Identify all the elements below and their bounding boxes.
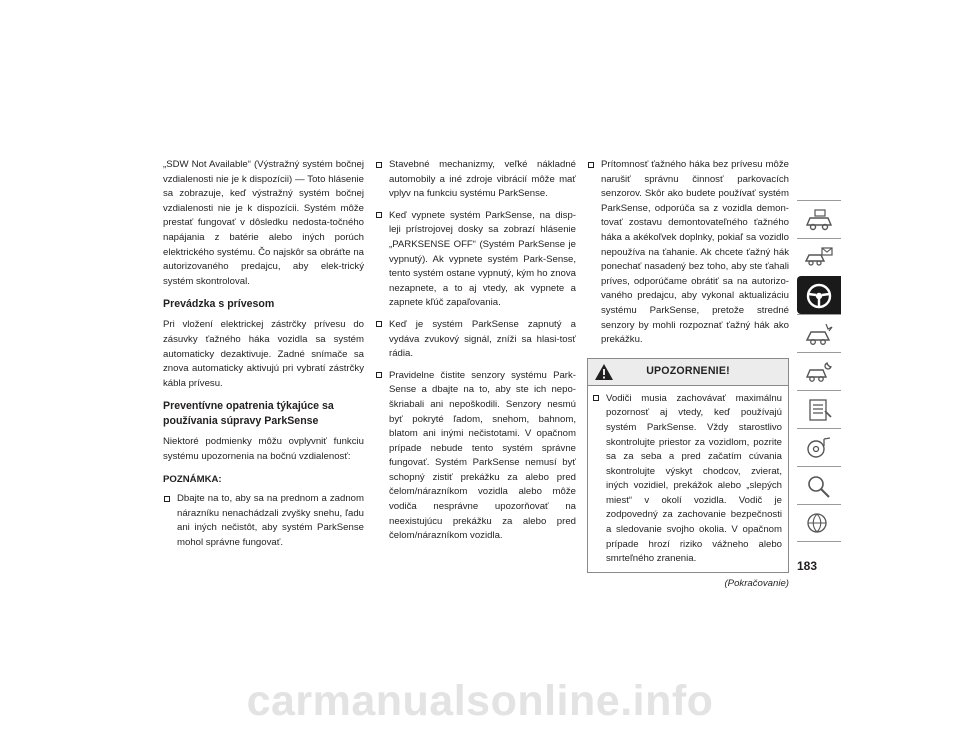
page-number: 183 xyxy=(796,559,817,573)
checkbox-bullet-icon xyxy=(588,162,594,168)
trailer-paragraph: Pri vložení elektrickej zástrčky prívesu do zásuvky ťažného háka vozidla sa systém automaticky dezaktivuje. Zadné snímače sa znova automaticky aktivujú pri vybratí zástrčky kábla prívesu. xyxy=(163,319,364,389)
tab-car-dashboard[interactable] xyxy=(797,200,841,238)
list-item: Keď vypnete systém ParkSense, na disp-leji prístrojovej dosky sa zobrazí hlásenie „PARKSENSE OFF“ (Systém ParkSense je vypnutý). Ak vypnete systém Park-Sense, tento systém ostane vypnutý, kým ho znova nezapnete, a to aj vtedy, ak vypnete a zapnete kľúč zapaľovania. xyxy=(375,209,576,311)
list-item: Dbajte na to, aby sa na prednom a zadnom nárazníku nenachádzali zvyšky snehu, ľadu ani iných nečistôt, aby systém ParkSense mohol správne fungovať. xyxy=(163,492,364,550)
warning-header xyxy=(588,359,788,386)
checkbox-bullet-icon xyxy=(593,395,599,401)
tab-multimedia[interactable] xyxy=(797,428,841,466)
tab-maintenance-list[interactable] xyxy=(797,390,841,428)
car-message-icon xyxy=(804,245,834,271)
multimedia-icon xyxy=(804,435,834,461)
list-item: Stavebné mechanizmy, veľké nákladné automobily a iné zdroje vibrácií môže mať vplyv na funkciu systému ParkSense. xyxy=(375,158,576,202)
list-item: Prítomnosť ťažného háka bez prívesu môže narušiť správnu činnosť parkovacích senzorov. Skôr ako budete používať systém ParkSense, odporúča sa z vozidla demon-tovať zostavu demontovateľného ťažného háka a akékoľvek doplnky, pokiaľ sa vozidlo nepoužíva na ťahanie. Ak chcete ťažný hák ponechať nasadený bez toho, aby ste ťahali príves, odporúčame obrátiť sa na autorizo-vaného predajcu, aby vykonal aktualizáciu systému ParkSense, pretože stredné senzory by mohli rozpoznať ťažný hák ako prekážku. xyxy=(587,158,789,348)
warning-list xyxy=(592,392,782,567)
car-service-icon xyxy=(804,359,834,385)
column-3 xyxy=(587,158,789,591)
note-label: POZNÁMKA: xyxy=(163,473,222,485)
checkbox-bullet-icon xyxy=(376,162,382,168)
checkbox-bullet-icon xyxy=(376,321,382,327)
checkbox-bullet-icon xyxy=(376,212,382,218)
steering-wheel-icon xyxy=(804,281,834,311)
car-crash-icon xyxy=(804,321,834,347)
precautions-paragraph: Niektoré podmienky môžu ovplyvniť funkciu systému upozornenia na bočnú vzdialenosť: xyxy=(163,436,364,462)
heading-trailer-operation: Prevádzka s prívesom xyxy=(163,298,275,311)
intro-paragraph: „SDW Not Available“ (Výstražný systém bočnej vzdialenosti nie je k dispozícii) — Toto hlásenie sa zobrazuje, keď výstražný systém bočnej vzdialenosti nie je k dispozícii. Systém môže prestať fungovať v dôsledku nedosta-točného napájania z batérie alebo iných porúch elektrického systému. Čo najskôr sa obráťte na autorizovaného predajcu, aby elek-trický systém skontroloval. xyxy=(163,159,364,287)
hitch-list xyxy=(587,158,789,348)
precautions-list xyxy=(375,158,576,544)
language-icon xyxy=(804,510,834,536)
search-icon xyxy=(804,473,834,499)
tab-steering-wheel[interactable] xyxy=(797,276,841,314)
chapter-tabs xyxy=(797,200,841,542)
warning-box xyxy=(587,358,789,573)
list-item: Vodiči musia zachovávať maximálnu pozornosť aj vtedy, keď používajú systém ParkSense. Vždy starostlivo skontrolujte priestor za vozidlom, pozrite sa za seba a pred začatím cúvania skontrolujte výskyt chodcov, zvierat, iných vozidiel, prekážok alebo „slepých miest“ v okolí vozidla. Vodič je zodpovedný za zachovanie bezpečnosti a sledovanie svojho okolia. V opačnom prípade hrozí riziko vážneho alebo smrteľného zranenia. xyxy=(592,392,782,567)
checkbox-bullet-icon xyxy=(164,496,170,502)
tab-car-service[interactable] xyxy=(797,352,841,390)
warning-title: UPOZORNENIE! xyxy=(646,365,730,378)
warning-triangle-icon xyxy=(594,363,614,381)
column-1 xyxy=(163,158,364,557)
note-list xyxy=(163,492,364,550)
tab-language[interactable] xyxy=(797,504,841,542)
checkbox-bullet-icon xyxy=(376,372,382,378)
list-item: Pravidelne čistite senzory systému Park-Sense a dbajte na to, aby ste ich nepo-škriabali ani nepoškodili. Senzory nesmú byť pokryté ľadom, snehom, bahnom, blatom ani inými nečistotami. V opačnom prípade nebude tento systém správne fungovať. Systém ParkSense nemusí byť schopný zistiť prekážku za alebo pred čelom/nárazníkom vozidla alebo môže vodiča nesprávne upozorňovať na neexistujúcu prekážku za alebo pred čelom/nárazníkom vozidla. xyxy=(375,369,576,544)
continued-label: (Pokračovanie) xyxy=(724,577,789,589)
tab-search[interactable] xyxy=(797,466,841,504)
tab-car-message[interactable] xyxy=(797,238,841,276)
watermark: carmanualsonline.info xyxy=(246,677,714,725)
tab-car-crash[interactable] xyxy=(797,314,841,352)
car-dashboard-icon xyxy=(804,207,834,233)
maintenance-list-icon xyxy=(804,397,834,423)
heading-precautions: Preventívne opatrenia týkajúce sa používania súpravy ParkSense xyxy=(163,400,334,428)
warning-body xyxy=(588,386,788,572)
column-2 xyxy=(375,158,576,551)
list-item: Keď je systém ParkSense zapnutý a vydáva zvukový signál, zníži sa hlasi-tosť rádia. xyxy=(375,318,576,362)
